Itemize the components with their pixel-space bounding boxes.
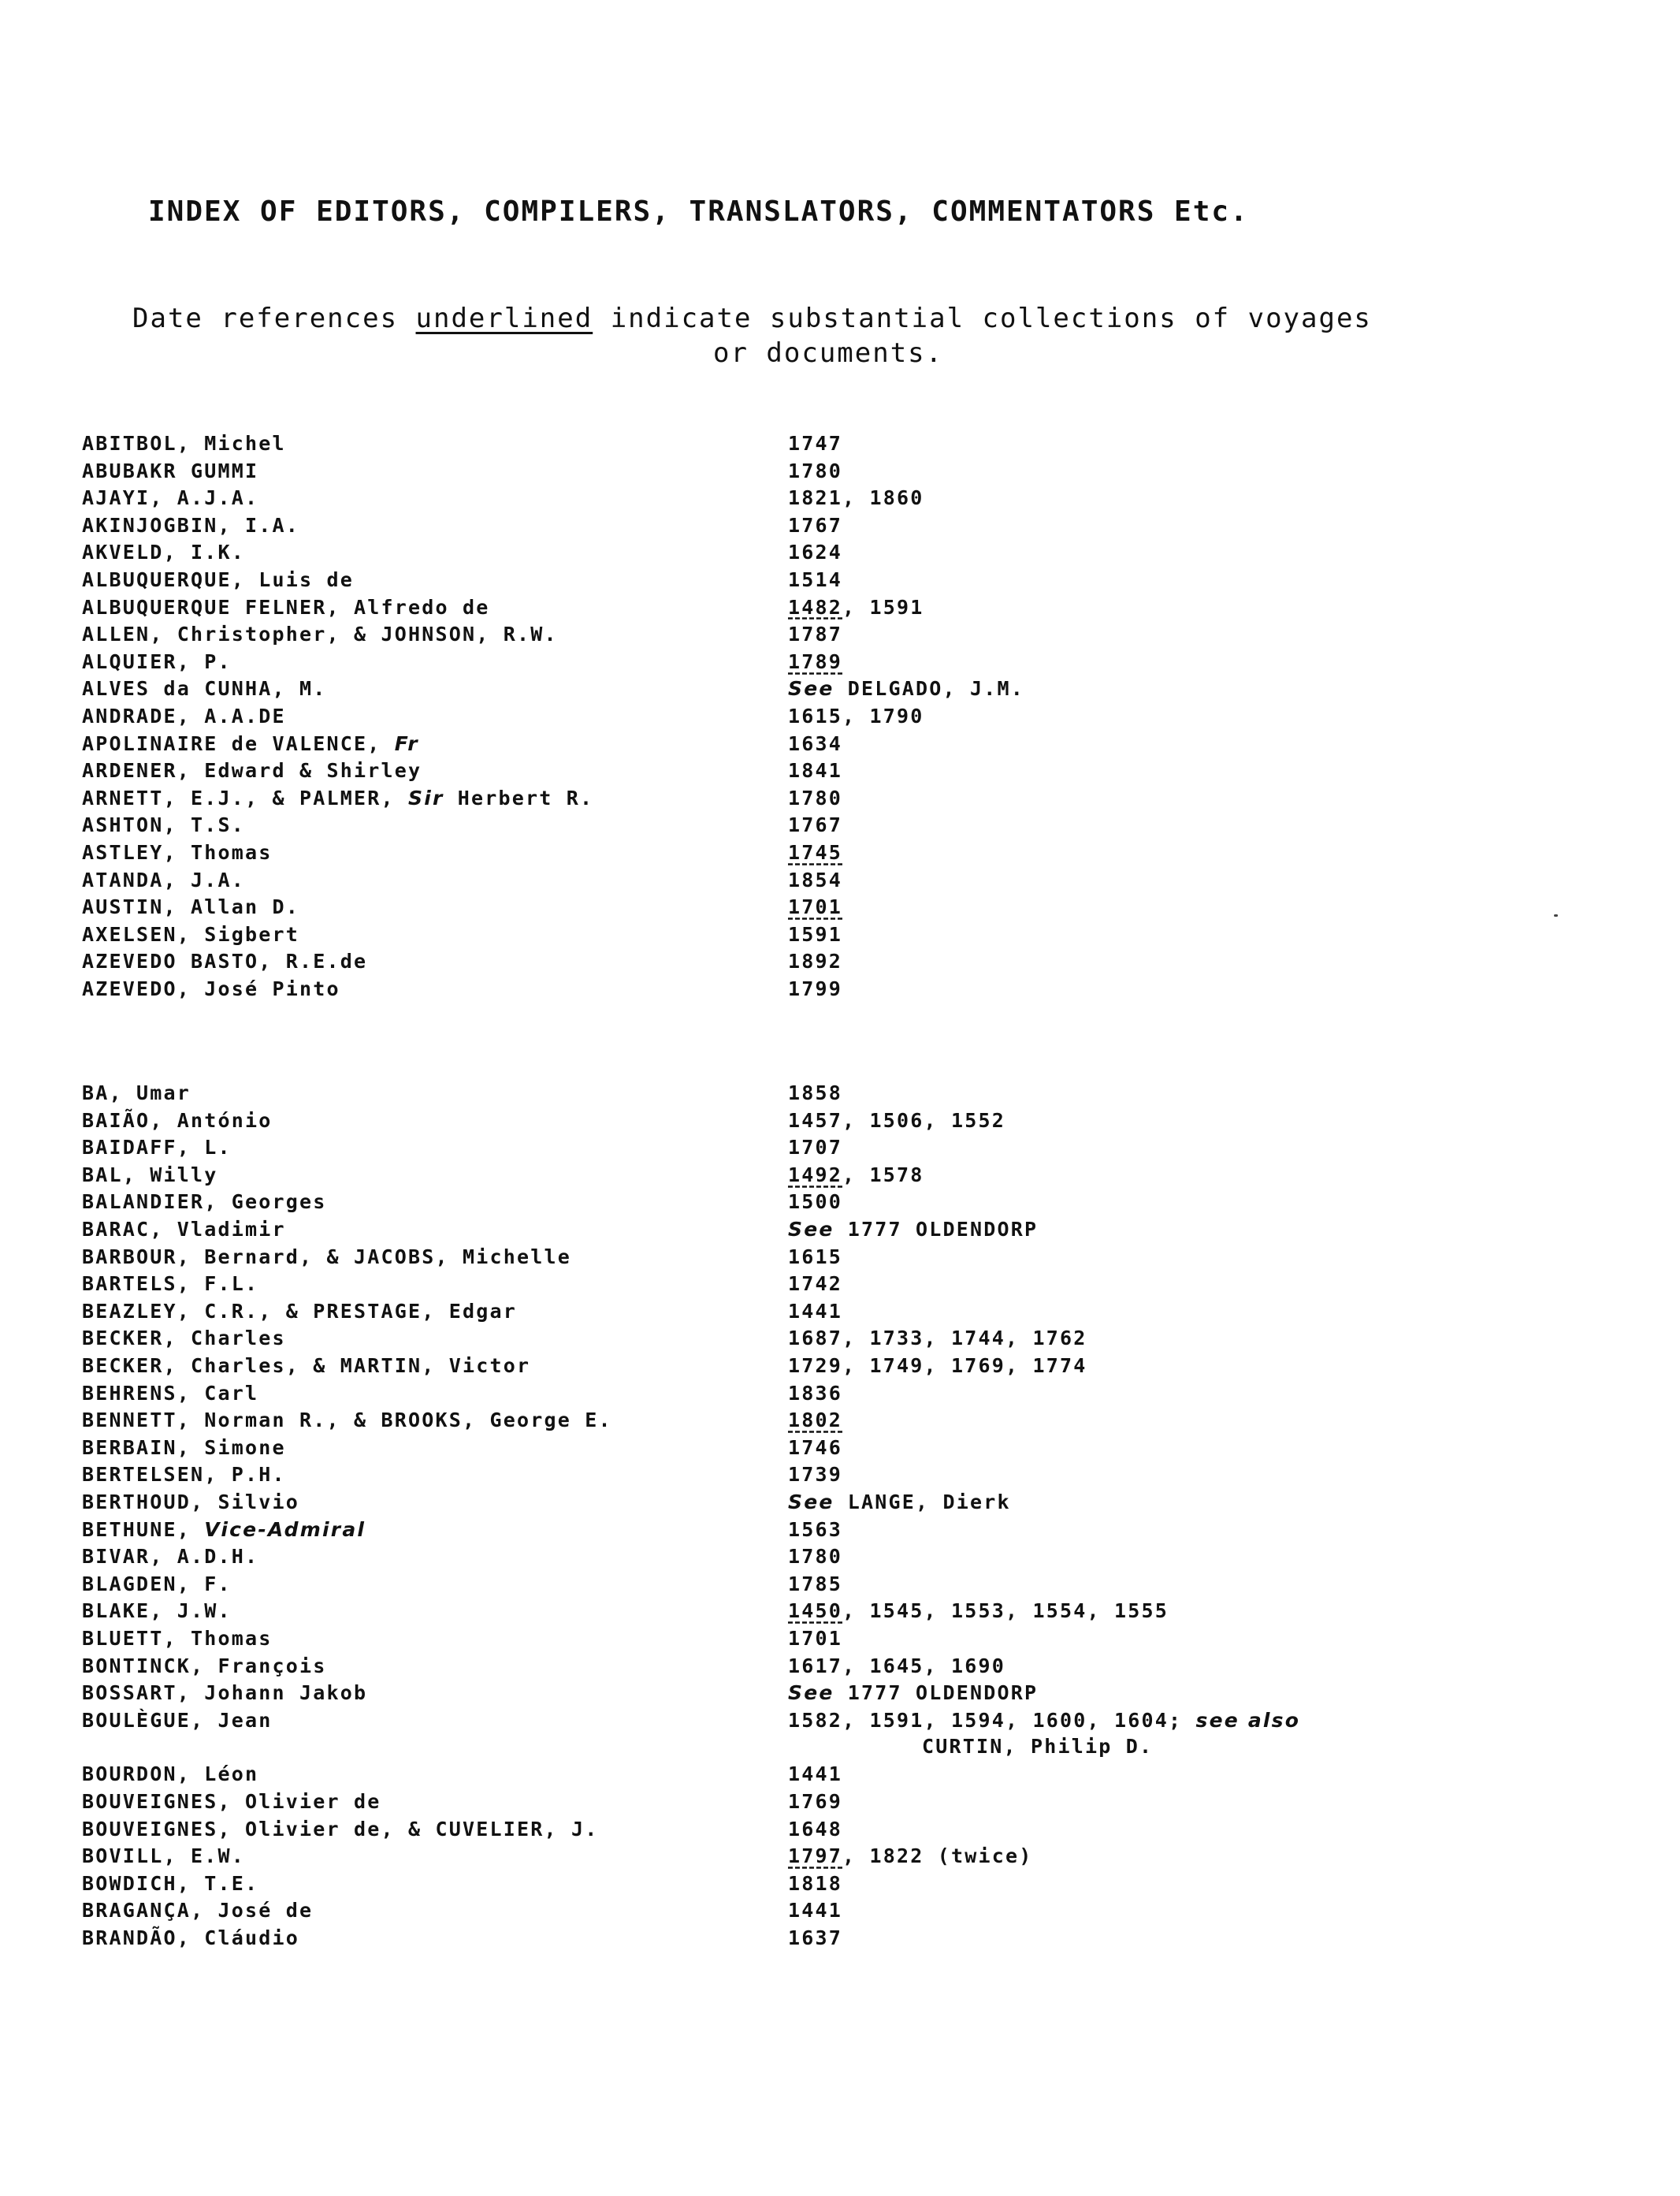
entry-date-refs: [788, 1190, 842, 1213]
entry-date-refs: [788, 1709, 1300, 1732]
entry-date-refs: [788, 677, 1024, 700]
entry-name: [82, 1627, 273, 1650]
entry-date-refs: [788, 1926, 842, 1949]
entry-name: [82, 1899, 313, 1922]
entry-name-text: AUSTIN, Allan D.: [82, 895, 300, 919]
date-refs-text: 1563: [788, 1517, 843, 1541]
index-entry: [0, 1436, 1680, 1465]
index-entry: [0, 841, 1680, 869]
date-refs-text: 1799: [788, 977, 843, 1000]
entry-name: [82, 1518, 366, 1541]
index-entry: [0, 1818, 1680, 1846]
entry-name: [82, 1709, 273, 1732]
index-entry: [0, 541, 1680, 569]
date-refs-text: 1615, 1790: [788, 705, 924, 728]
date-refs-text: 1767: [788, 513, 843, 537]
entry-date-refs: [788, 460, 842, 482]
entry-date-refs: [788, 1654, 1005, 1677]
entry-date-refs: [788, 895, 842, 918]
index-entry: [0, 1654, 1680, 1683]
index-entry: [0, 1926, 1680, 1955]
entry-name-text: ABITBOL, Michel: [82, 432, 286, 455]
date-refs-text: 1441: [788, 1899, 843, 1922]
index-entry: [0, 1681, 1680, 1710]
entry-name: [82, 1545, 258, 1568]
entry-date-refs: [788, 1163, 924, 1186]
date-refs-text: 1780: [788, 786, 843, 810]
substantial-date-ref: 1482: [788, 595, 843, 619]
entry-name-text: BRAGANÇA, José de: [82, 1899, 314, 1922]
entry-name-text: BARAC, Vladimir: [82, 1218, 286, 1241]
index-entry: [0, 1627, 1680, 1655]
index-entry: [0, 596, 1680, 624]
entry-name: [82, 1190, 327, 1213]
index-entry: [0, 1300, 1680, 1328]
entry-name: [82, 1844, 245, 1867]
substantial-date-ref: 1797: [788, 1844, 843, 1868]
scan-speck: [1554, 914, 1558, 917]
index-entry: [0, 923, 1680, 951]
index-entry: [0, 1463, 1680, 1491]
entry-name: [82, 1245, 571, 1268]
entry-name-text: BAIDAFF, L.: [82, 1136, 232, 1159]
entry-date-refs: [788, 759, 842, 782]
entry-name: [82, 1681, 367, 1704]
entry-name: [82, 568, 354, 591]
entry-date-refs: [788, 1599, 1169, 1622]
substantial-date-ref: 1492: [788, 1163, 843, 1186]
entry-date-refs: [788, 1545, 842, 1568]
entry-name: [82, 923, 299, 946]
entry-name-rest: Herbert R.: [444, 786, 594, 810]
entry-name: [82, 460, 258, 482]
entry-date-refs: [788, 1300, 842, 1323]
index-entry: [0, 732, 1680, 761]
date-refs-rest: DELGADO, J.M.: [834, 677, 1025, 701]
entry-date-refs: [788, 1573, 842, 1595]
index-entry: [0, 1327, 1680, 1355]
date-refs-text: 1780: [788, 1545, 843, 1569]
entry-name: [82, 623, 558, 646]
date-refs-rest: 1777 OLDENDORP: [834, 1681, 1039, 1705]
entry-name-text: BEAZLEY, C.R., & PRESTAGE, Edgar: [82, 1299, 518, 1323]
index-entry: [0, 1545, 1680, 1573]
note-underlined-word: underlined: [415, 303, 593, 334]
entry-name: [82, 677, 327, 700]
entry-name: [82, 1599, 232, 1622]
entry-name: [82, 1762, 258, 1785]
entry-date-refs: [788, 1463, 842, 1486]
index-entry: [0, 950, 1680, 978]
entry-date-refs: [788, 1818, 842, 1841]
entry-date-refs: [788, 1218, 1038, 1241]
entry-name: [82, 486, 258, 509]
entry-name-text: BENNETT, Norman R., & BROOKS, George E.: [82, 1409, 612, 1432]
entry-name-text: ALBUQUERQUE FELNER, Alfredo de: [82, 595, 490, 619]
date-refs-text: 1787: [788, 623, 843, 646]
entry-name-text: BERTELSEN, P.H.: [82, 1463, 286, 1487]
entry-date-refs: [788, 1899, 842, 1922]
date-refs-rest: , 1591: [842, 595, 924, 619]
entry-date-refs: [788, 1762, 842, 1785]
date-refs-text: 1746: [788, 1435, 843, 1459]
index-entry: [0, 460, 1680, 488]
index-entry: [0, 1518, 1680, 1547]
index-entry: [0, 677, 1680, 705]
entry-name-text: BOURDON, Léon: [82, 1762, 259, 1786]
index-entry: [0, 1218, 1680, 1246]
entry-date-refs: [788, 486, 924, 509]
entry-date-refs: [788, 1327, 1087, 1349]
date-refs-rest: , 1578: [842, 1163, 924, 1186]
entry-name: [82, 1382, 258, 1405]
entry-name-text: BOVILL, E.W.: [82, 1844, 246, 1868]
index-entry: [0, 486, 1680, 515]
entry-name: [82, 1872, 258, 1895]
entry-name: [82, 541, 245, 564]
entry-name: [82, 1272, 258, 1295]
index-entry: [0, 1382, 1680, 1410]
entry-date-refs: [788, 787, 842, 810]
entry-name-text: BOULÈGUE, Jean: [82, 1708, 273, 1732]
entry-name-text: BERBAIN, Simone: [82, 1435, 286, 1459]
entry-date-refs: [788, 1627, 842, 1650]
entry-date-refs: [788, 732, 842, 755]
entry-name: [82, 895, 299, 918]
date-refs-rest: , 1545, 1553, 1554, 1555: [842, 1599, 1169, 1623]
entry-name: [82, 1300, 517, 1323]
entry-name-text: ANDRADE, A.A.DE: [82, 705, 286, 728]
entry-name-text: BLAKE, J.W.: [82, 1599, 232, 1623]
date-refs-text: 1500: [788, 1190, 843, 1214]
index-entry: [0, 1163, 1680, 1192]
entry-name-title: Vice-Admiral: [204, 1517, 366, 1541]
entry-name: [82, 432, 286, 455]
date-refs-text: 1767: [788, 813, 843, 837]
index-entry: [0, 977, 1680, 1006]
entry-date-refs: [788, 1136, 842, 1159]
entry-name: [82, 787, 593, 810]
index-entry: [0, 787, 1680, 815]
index-entry: [0, 1109, 1680, 1137]
entry-ref-continuation: CURTIN, Philip D.: [922, 1734, 1154, 1758]
entry-name-text: BOUVEIGNES, Olivier de: [82, 1790, 381, 1813]
date-refs-text: 1821, 1860: [788, 486, 924, 510]
entry-name-title: Fr: [394, 731, 419, 755]
index-entry: [0, 514, 1680, 542]
date-refs-text: 1634: [788, 731, 843, 755]
entry-name-text: ALLEN, Christopher, & JOHNSON, R.W.: [82, 623, 558, 646]
index-entry: [0, 1899, 1680, 1927]
entry-name: [82, 1109, 273, 1132]
entry-name: [82, 950, 367, 973]
date-refs-text: 1441: [788, 1762, 843, 1786]
entry-name-text: BA, Umar: [82, 1081, 191, 1104]
entry-name: [82, 732, 419, 755]
entry-date-refs: [788, 1790, 842, 1813]
entry-name: [82, 1818, 599, 1841]
entry-name-text: BAIÃO, António: [82, 1108, 273, 1132]
entry-name-text: BALANDIER, Georges: [82, 1190, 327, 1214]
entry-name: [82, 869, 245, 891]
date-refs-text: 1707: [788, 1136, 843, 1159]
entry-name-text: AZEVEDO BASTO, R.E.de: [82, 950, 368, 973]
date-refs-text: 1892: [788, 950, 843, 973]
date-refs-text: 1617, 1645, 1690: [788, 1654, 1006, 1677]
entry-name-text: BLAGDEN, F.: [82, 1572, 232, 1595]
date-refs-text: 1648: [788, 1817, 843, 1841]
entry-name-text: ASTLEY, Thomas: [82, 841, 273, 864]
entry-date-refs: [788, 432, 842, 455]
entry-name-text: ALBUQUERQUE, Luis de: [82, 568, 355, 591]
date-refs-text: 1624: [788, 541, 843, 564]
entry-name: [82, 596, 490, 619]
date-refs-text: 1841: [788, 759, 843, 783]
entry-date-refs: [788, 1109, 1005, 1132]
date-refs-text: 1729, 1749, 1769, 1774: [788, 1354, 1087, 1377]
entry-date-refs: [788, 869, 842, 891]
index-entry: [0, 1762, 1680, 1791]
see-also-reference: see also: [1195, 1708, 1301, 1732]
see-reference: See: [788, 1681, 834, 1705]
entry-date-refs: [788, 1382, 842, 1405]
substantial-date-ref: 1701: [788, 895, 843, 919]
entry-name: [82, 1163, 218, 1186]
underline-note-line2: or documents.: [713, 337, 944, 369]
index-entry: [0, 813, 1680, 842]
entry-date-refs: [788, 568, 842, 591]
underline-note: [132, 303, 1372, 334]
date-refs-text: 1687, 1733, 1744, 1762: [788, 1327, 1087, 1350]
date-refs-rest: LANGE, Dierk: [834, 1491, 1011, 1513]
index-entry: [0, 1190, 1680, 1219]
entry-date-refs: [788, 841, 842, 864]
index-entry: [0, 1844, 1680, 1873]
entry-name-text: AXELSEN, Sigbert: [82, 922, 300, 946]
entry-name-text: BONTINCK, François: [82, 1654, 327, 1677]
date-refs-text: 1858: [788, 1081, 843, 1104]
substantial-date-ref: 1745: [788, 841, 843, 864]
index-entry: [0, 568, 1680, 597]
date-refs-text: 1769: [788, 1790, 843, 1813]
index-entry: [0, 759, 1680, 787]
index-entry: [0, 1245, 1680, 1274]
index-entry: [0, 1573, 1680, 1601]
date-refs-text: 1615: [788, 1245, 843, 1268]
entry-date-refs: [788, 596, 924, 619]
date-refs-text: 1747: [788, 432, 843, 455]
entry-name-text: ABUBAKR GUMMI: [82, 459, 259, 482]
date-refs-text: 1836: [788, 1381, 843, 1405]
see-reference: See: [788, 1491, 834, 1513]
entry-name-text: BEHRENS, Carl: [82, 1381, 259, 1405]
entry-date-refs: [788, 1272, 842, 1295]
date-refs-text: 1854: [788, 868, 843, 891]
date-refs-rest: 1777 OLDENDORP: [834, 1218, 1039, 1241]
entry-date-refs: [788, 923, 842, 946]
index-entry: [0, 1272, 1680, 1301]
index-entry: [0, 895, 1680, 924]
see-reference: See: [788, 1218, 834, 1241]
entry-name-text: BARTELS, F.L.: [82, 1272, 259, 1296]
index-entry: [0, 1708, 1680, 1758]
entry-name: [82, 1573, 232, 1595]
substantial-date-ref: 1450: [788, 1599, 843, 1623]
entry-name: [82, 705, 286, 728]
date-refs-text: 1514: [788, 568, 843, 591]
entry-name: [82, 841, 273, 864]
entry-date-refs: [788, 1872, 842, 1895]
entry-date-refs: [788, 950, 842, 973]
entry-name: [82, 977, 340, 1000]
entry-name-text: BETHUNE,: [82, 1517, 205, 1541]
entry-date-refs: [788, 1245, 842, 1268]
entry-name: [82, 1409, 612, 1431]
entry-name: [82, 1354, 530, 1377]
entry-name: [82, 650, 232, 673]
entry-date-refs: [788, 1681, 1038, 1704]
entry-name: [82, 813, 245, 836]
date-refs-text: 1818: [788, 1871, 843, 1895]
entry-date-refs: [788, 541, 842, 564]
entry-name-text: AKVELD, I.K.: [82, 541, 246, 564]
entry-name-text: BECKER, Charles, & MARTIN, Victor: [82, 1354, 531, 1377]
date-refs-text: 1785: [788, 1572, 843, 1595]
entry-date-refs: [788, 705, 924, 728]
entry-name-text: BERTHOUD, Silvio: [82, 1491, 300, 1513]
entry-name-text: AZEVEDO, José Pinto: [82, 977, 340, 1000]
entry-name-text: BECKER, Charles: [82, 1327, 286, 1350]
entry-name: [82, 1218, 286, 1241]
entry-name-text: BAL, Willy: [82, 1163, 218, 1186]
entry-name-text: AKINJOGBIN, I.A.: [82, 513, 300, 537]
entry-date-refs: [788, 1844, 1033, 1867]
date-refs-text: 1637: [788, 1926, 843, 1949]
entry-name-text: ASHTON, T.S.: [82, 813, 246, 837]
entry-name: [82, 759, 422, 782]
date-refs-rest: , 1822 (twice): [842, 1844, 1033, 1868]
entry-name-text: ALVES da CUNHA, M.: [82, 677, 327, 701]
entry-name-text: APOLINAIRE de VALENCE,: [82, 731, 395, 755]
entry-name: [82, 1136, 232, 1159]
entry-name-text: AJAYI, A.J.A.: [82, 486, 259, 510]
entry-name: [82, 1491, 299, 1513]
entry-name-text: BIVAR, A.D.H.: [82, 1545, 259, 1569]
substantial-date-ref: 1789: [788, 649, 843, 673]
date-refs-text: 1457, 1506, 1552: [788, 1108, 1006, 1132]
entry-name-title: Sir: [408, 786, 444, 810]
entry-date-refs: [788, 623, 842, 646]
entry-date-refs: [788, 1436, 842, 1459]
substantial-date-ref: 1802: [788, 1409, 843, 1432]
entry-name-text: ATANDA, J.A.: [82, 868, 246, 891]
index-entry: [0, 1790, 1680, 1818]
entry-name: [82, 1463, 286, 1486]
index-entry: [0, 1491, 1680, 1519]
index-entry: [0, 869, 1680, 897]
entry-name-text: BOUVEIGNES, Olivier de, & CUVELIER, J.: [82, 1817, 599, 1841]
entry-name: [82, 1654, 327, 1677]
date-refs-text: 1582, 1591, 1594, 1600, 1604;: [788, 1708, 1196, 1732]
entry-date-refs: [788, 1081, 842, 1104]
date-refs-text: 1591: [788, 922, 843, 946]
entry-name: [82, 514, 299, 537]
see-reference: See: [788, 677, 834, 701]
index-entry: [0, 1136, 1680, 1164]
entry-name: [82, 1327, 286, 1349]
entry-name-text: BOWDICH, T.E.: [82, 1871, 259, 1895]
entry-name-text: BLUETT, Thomas: [82, 1627, 273, 1650]
note-text-after: indicate substantial collections of voyages: [593, 303, 1372, 334]
index-entry: [0, 705, 1680, 733]
entry-name: [82, 1926, 299, 1949]
index-entry: [0, 650, 1680, 679]
index-entry: [0, 1354, 1680, 1383]
entry-date-refs: [788, 1354, 1087, 1377]
entry-date-refs: [788, 650, 842, 673]
note-text-before: Date references: [132, 303, 416, 334]
entry-date-refs: [788, 514, 842, 537]
index-entry: [0, 1081, 1680, 1110]
entry-name-text: ARNETT, E.J., & PALMER,: [82, 786, 409, 810]
entry-date-refs: [788, 813, 842, 836]
entry-name-text: BARBOUR, Bernard, & JACOBS, Michelle: [82, 1245, 572, 1268]
date-refs-text: 1780: [788, 459, 843, 482]
entry-name: [82, 1081, 191, 1104]
index-entry: [0, 432, 1680, 460]
entry-name-text: ARDENER, Edward & Shirley: [82, 759, 422, 783]
entry-date-refs: [788, 1491, 1011, 1513]
entry-name-text: BRANDÃO, Cláudio: [82, 1926, 300, 1949]
date-refs-text: 1441: [788, 1299, 843, 1323]
entry-name-text: ALQUIER, P.: [82, 649, 232, 673]
index-entry: [0, 1409, 1680, 1437]
date-refs-text: 1701: [788, 1627, 843, 1650]
date-refs-text: 1739: [788, 1463, 843, 1487]
entry-name: [82, 1790, 381, 1813]
index-entry: [0, 1599, 1680, 1628]
date-refs-text: 1742: [788, 1272, 843, 1296]
page-title: INDEX OF EDITORS, COMPILERS, TRANSLATORS, COMMENTATORS Etc.: [148, 195, 1249, 228]
entry-name-text: BOSSART, Johann Jakob: [82, 1681, 368, 1705]
entry-name: [82, 1436, 286, 1459]
entry-date-refs: [788, 1409, 842, 1431]
entry-date-refs: [788, 977, 842, 1000]
index-entry: [0, 1872, 1680, 1900]
entry-date-refs: [788, 1518, 842, 1541]
index-entry: [0, 623, 1680, 651]
